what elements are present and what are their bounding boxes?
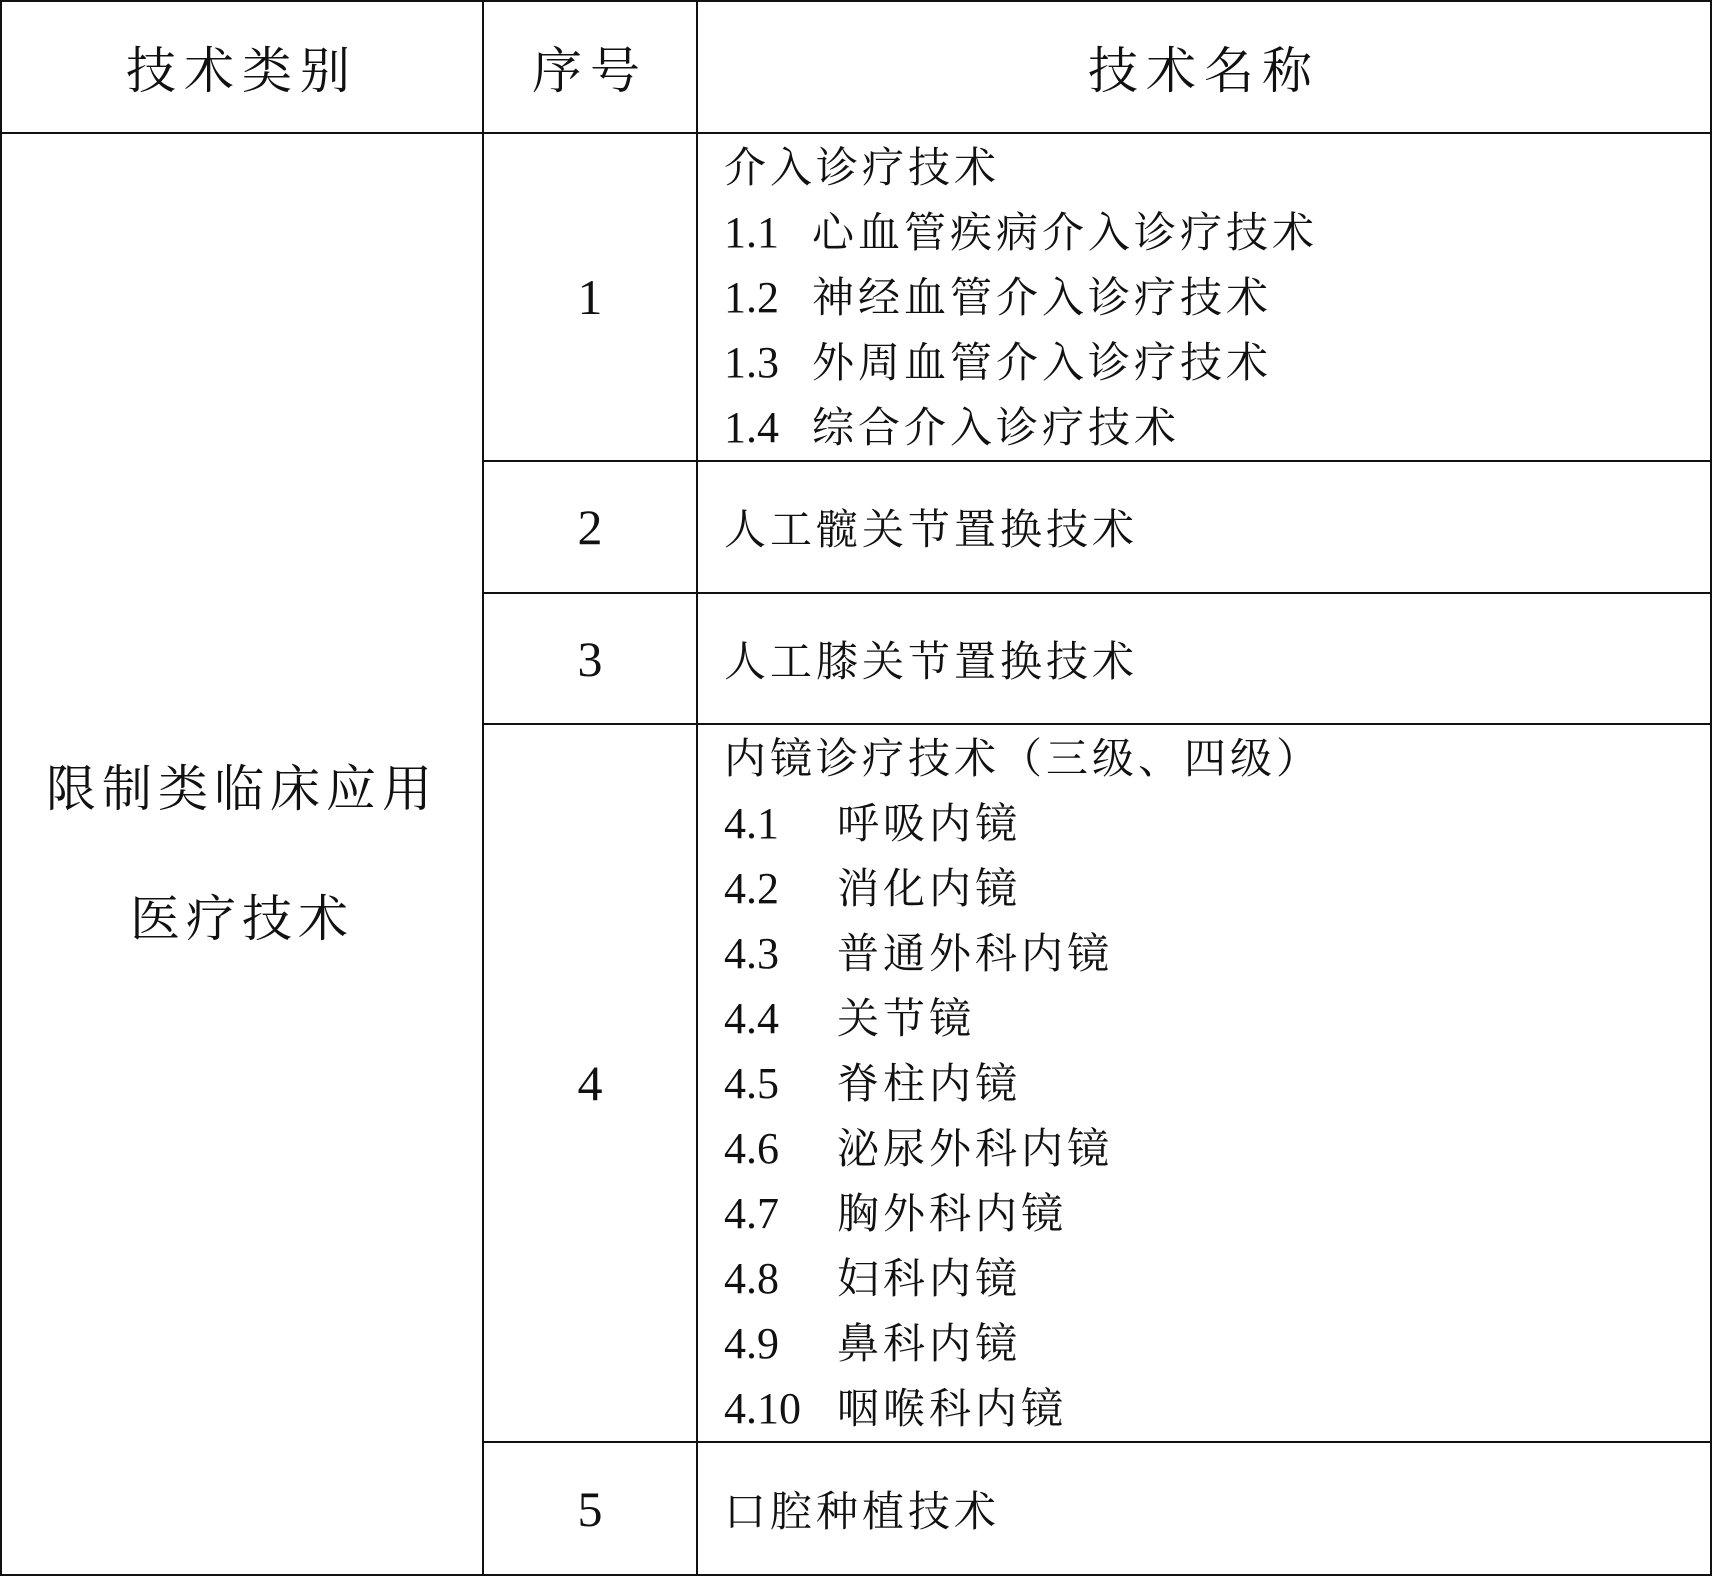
item-number: 4.2 (724, 863, 779, 913)
header-category: 技术类别 (1, 1, 483, 133)
item-number: 4.9 (724, 1318, 779, 1368)
category-line-2: 医疗技术 (130, 890, 354, 948)
name-list-4 (724, 726, 1710, 1441)
table-row-1 (1, 133, 1711, 461)
name-cell-5: 口腔种植技术 (697, 1442, 1711, 1575)
list-item (724, 921, 1710, 986)
item-number: 1.3 (724, 337, 779, 387)
item-text: 神经血管介入诊疗技术 (812, 272, 1273, 322)
list-item (724, 1051, 1710, 1116)
item-text: 泌尿外科内镜 (837, 1123, 1114, 1173)
category-cell (1, 133, 483, 1575)
item-text: 鼻科内镜 (837, 1318, 1022, 1368)
item-text: 咽喉科内镜 (837, 1383, 1068, 1433)
seq-cell-3: 3 (483, 593, 697, 724)
list-item (724, 1376, 1710, 1441)
name-cell-3: 人工膝关节置换技术 (697, 593, 1711, 724)
name-list-1 (724, 135, 1710, 460)
item-text: 关节镜 (837, 993, 976, 1043)
item-text: 普通外科内镜 (837, 928, 1114, 978)
item-number: 4.6 (724, 1123, 779, 1173)
seq-cell-4: 4 (483, 724, 697, 1442)
item-text: 胸外科内镜 (837, 1188, 1068, 1238)
item-number: 4.1 (724, 798, 779, 848)
header-name: 技术名称 (697, 1, 1711, 133)
item-number: 1.2 (724, 272, 779, 322)
row-title-4: 内镜诊疗技术（三级、四级） (724, 733, 1323, 783)
header-seq: 序号 (483, 1, 697, 133)
item-number: 4.7 (724, 1188, 779, 1238)
item-number: 4.10 (724, 1383, 801, 1433)
item-number: 4.5 (724, 1058, 779, 1108)
item-number: 4.3 (724, 928, 779, 978)
list-item (724, 1311, 1710, 1376)
name-cell-1 (697, 133, 1711, 461)
list-item (724, 330, 1710, 395)
item-number: 1.1 (724, 207, 779, 257)
name-cell-4 (697, 724, 1711, 1442)
item-number: 4.8 (724, 1253, 779, 1303)
item-number: 4.4 (724, 993, 779, 1043)
item-text: 心血管疾病介入诊疗技术 (812, 207, 1319, 257)
list-item (724, 1181, 1710, 1246)
list-item (724, 856, 1710, 921)
list-item (724, 395, 1710, 460)
list-item (724, 1116, 1710, 1181)
item-text: 消化内镜 (837, 863, 1022, 913)
header-row (1, 1, 1711, 133)
list-item (724, 1246, 1710, 1311)
row-title-1: 介入诊疗技术 (724, 142, 1001, 192)
list-item (724, 791, 1710, 856)
name-cell-2: 人工髋关节置换技术 (697, 461, 1711, 593)
list-item (724, 265, 1710, 330)
item-number: 1.4 (724, 402, 779, 452)
item-text: 综合介入诊疗技术 (812, 402, 1181, 452)
item-text: 脊柱内镜 (837, 1058, 1022, 1108)
list-item (724, 200, 1710, 265)
item-text: 妇科内镜 (837, 1253, 1022, 1303)
item-text: 呼吸内镜 (837, 798, 1022, 848)
seq-cell-5: 5 (483, 1442, 697, 1575)
list-item (724, 986, 1710, 1051)
seq-cell-2: 2 (483, 461, 697, 593)
item-text: 外周血管介入诊疗技术 (812, 337, 1273, 387)
seq-cell-1: 1 (483, 133, 697, 461)
category-line-1: 限制类临床应用 (46, 760, 438, 818)
